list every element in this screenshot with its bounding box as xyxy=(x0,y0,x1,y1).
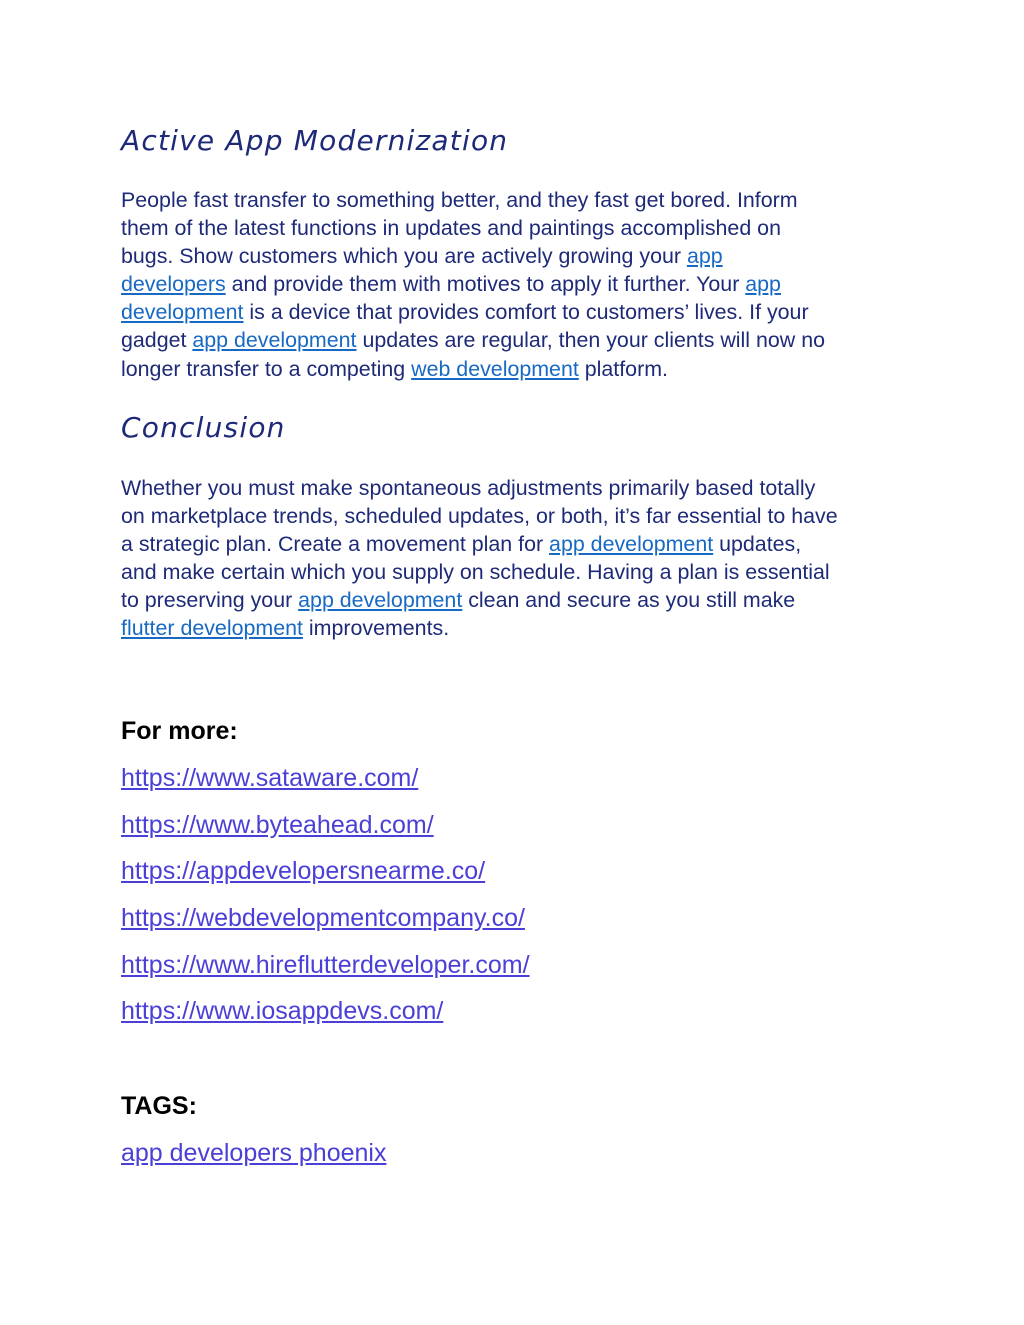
more-link-byteahead[interactable]: https://www.byteahead.com/ xyxy=(121,811,434,839)
paragraph-text: Whether you must make spontaneous adjustments primarily based totally xyxy=(121,476,816,500)
paragraph-text: them of the latest functions in updates and paintings accomplished on xyxy=(121,216,781,241)
paragraph-text: and make certain which you supply on schedule. Having a plan is essential xyxy=(121,560,830,585)
paragraph-line xyxy=(121,270,911,298)
more-link-appdevelopersnearme[interactable]: https://appdevelopersnearme.co/ xyxy=(121,857,486,885)
for-more-label: For more: xyxy=(121,717,238,745)
more-link-hireflutterdeveloper[interactable]: https://www.hireflutterdeveloper.com/ xyxy=(121,951,530,979)
inline-link[interactable]: app xyxy=(745,272,781,297)
inline-link[interactable]: app development xyxy=(298,588,463,613)
inline-link[interactable]: app development xyxy=(549,532,714,557)
paragraph-line xyxy=(121,298,911,326)
section-heading-conclusion: Conclusion xyxy=(121,411,286,444)
inline-link[interactable]: app development xyxy=(192,328,357,353)
paragraph-text: updates, xyxy=(713,532,802,557)
more-link-sataware[interactable]: https://www.sataware.com/ xyxy=(121,764,419,792)
paragraph-line xyxy=(121,614,911,642)
section-paragraph-active-app-modernization xyxy=(121,186,911,383)
paragraph-text: clean and secure as you still make xyxy=(462,588,796,613)
paragraph-text: and provide them with motives to apply it further. Your xyxy=(225,272,746,297)
paragraph-line xyxy=(121,558,911,586)
section-heading-active-app-modernization: Active App Modernization xyxy=(121,124,509,157)
inline-link[interactable]: developers xyxy=(121,272,226,297)
paragraph-text: updates are regular, then your clients will now no xyxy=(356,328,825,353)
inline-link[interactable]: flutter development xyxy=(121,616,303,641)
inline-link[interactable]: web development xyxy=(411,356,579,381)
paragraph-text: improvements. xyxy=(302,616,450,641)
paragraph-line xyxy=(121,326,911,354)
paragraph-line xyxy=(121,355,911,383)
inline-link[interactable]: development xyxy=(121,300,244,325)
paragraph-line xyxy=(121,530,911,558)
section-paragraph-conclusion xyxy=(121,474,911,643)
tag-link-app-developers-phoenix[interactable]: app developers phoenix xyxy=(121,1139,387,1167)
paragraph-line xyxy=(121,242,911,270)
paragraph-line xyxy=(121,586,911,614)
more-link-webdevelopmentcompany[interactable]: https://webdevelopmentcompany.co/ xyxy=(121,904,525,932)
paragraph-text: on marketplace trends, scheduled updates, or both, it’s far essential to have xyxy=(121,504,838,529)
paragraph-text: a strategic plan. Create a movement plan for xyxy=(121,532,550,557)
paragraph-text: People fast transfer to something better, and they fast get bored. Inform xyxy=(121,188,798,212)
tags-label: TAGS: xyxy=(121,1092,197,1120)
paragraph-text: is a device that provides comfort to customers’ lives. If your xyxy=(243,300,809,325)
paragraph-line xyxy=(121,186,911,214)
paragraph-line xyxy=(121,502,911,530)
paragraph-text: gadget xyxy=(121,328,193,353)
more-link-iosappdevs[interactable]: https://www.iosappdevs.com/ xyxy=(121,997,444,1025)
paragraph-line xyxy=(121,214,911,242)
paragraph-text: longer transfer to a competing xyxy=(121,356,412,381)
paragraph-text: to preserving your xyxy=(121,588,299,613)
inline-link[interactable]: app xyxy=(686,244,723,269)
paragraph-text: platform. xyxy=(578,356,668,381)
paragraph-text: bugs. Show customers which you are actively growing your xyxy=(121,244,687,269)
paragraph-line xyxy=(121,474,911,502)
